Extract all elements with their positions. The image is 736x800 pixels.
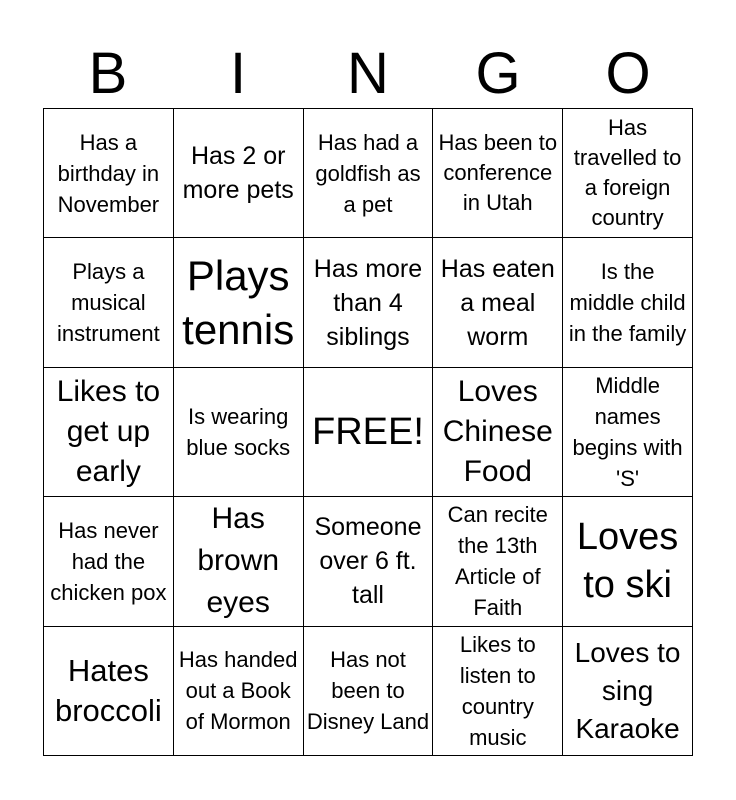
cell-text: Has had a goldfish as a pet [315, 129, 421, 217]
cell-text: Likes to listen to country music [459, 631, 536, 750]
cell-text: Loves to ski [576, 516, 679, 607]
cell-text: Has 2 or more pets [182, 142, 294, 205]
bingo-cell[interactable] [174, 109, 304, 238]
bingo-cell[interactable] [563, 368, 693, 497]
bingo-cell[interactable] [304, 627, 434, 756]
cell-text: Is wearing blue socks [186, 403, 291, 460]
bingo-cell[interactable] [174, 627, 304, 756]
bingo-cell[interactable] [44, 109, 174, 238]
cell-text: Has handed out a Book of Mormon [178, 647, 298, 735]
cell-text: Has eaten a meal worm [440, 254, 555, 351]
free-space[interactable] [304, 368, 434, 497]
bingo-cell[interactable] [44, 368, 174, 497]
bingo-cell[interactable] [174, 497, 304, 626]
bingo-cell[interactable] [304, 109, 434, 238]
header-letter-g: G [475, 41, 521, 106]
bingo-cell[interactable] [433, 627, 563, 756]
cell-text: Has brown eyes [197, 502, 280, 620]
bingo-cell[interactable] [563, 109, 693, 238]
cell-text: Loves to sing Karaoke [574, 636, 681, 744]
bingo-cell[interactable] [563, 497, 693, 626]
cell-text: Plays tennis [182, 251, 295, 353]
cell-text: Has more than 4 siblings [313, 254, 423, 351]
cell-text: Middle names begins with 'S' [572, 372, 683, 491]
bingo-cell[interactable] [563, 627, 693, 756]
bingo-cell[interactable] [433, 497, 563, 626]
free-space-text: FREE! [312, 410, 424, 453]
header-letter-b: B [88, 41, 128, 106]
header-letter-o: O [605, 41, 651, 106]
bingo-cell[interactable] [174, 238, 304, 367]
bingo-cell[interactable] [44, 627, 174, 756]
bingo-card [43, 108, 693, 756]
bingo-cell[interactable] [433, 368, 563, 497]
cell-text: Can recite the 13th Article of Faith [447, 502, 548, 621]
bingo-cell[interactable] [304, 238, 434, 367]
bingo-cell[interactable] [304, 497, 434, 626]
cell-text: Has not been to Disney Land [306, 647, 430, 735]
bingo-cell[interactable] [44, 497, 174, 626]
cell-text: Is the middle child in the family [568, 259, 687, 347]
bingo-cell[interactable] [433, 238, 563, 367]
cell-text: Plays a musical instrument [57, 259, 160, 347]
bingo-cell[interactable] [433, 109, 563, 238]
header-letter-i: I [229, 41, 247, 106]
cell-text: Has been to conference in Utah [438, 130, 558, 216]
bingo-cell[interactable] [563, 238, 693, 367]
cell-text: Loves Chinese Food [442, 374, 553, 488]
header-letter-n: N [347, 41, 389, 106]
cell-text: Has a birthday in November [57, 129, 160, 217]
bingo-header [43, 40, 693, 108]
cell-text: Likes to get up early [56, 374, 161, 488]
bingo-cell[interactable] [44, 238, 174, 367]
cell-text: Has never had the chicken pox [50, 517, 167, 605]
cell-text: Has travelled to a foreign country [573, 115, 682, 231]
cell-text: Hates broccoli [54, 652, 162, 728]
cell-text: Someone over 6 ft. tall [314, 513, 422, 610]
bingo-cell[interactable] [174, 368, 304, 497]
